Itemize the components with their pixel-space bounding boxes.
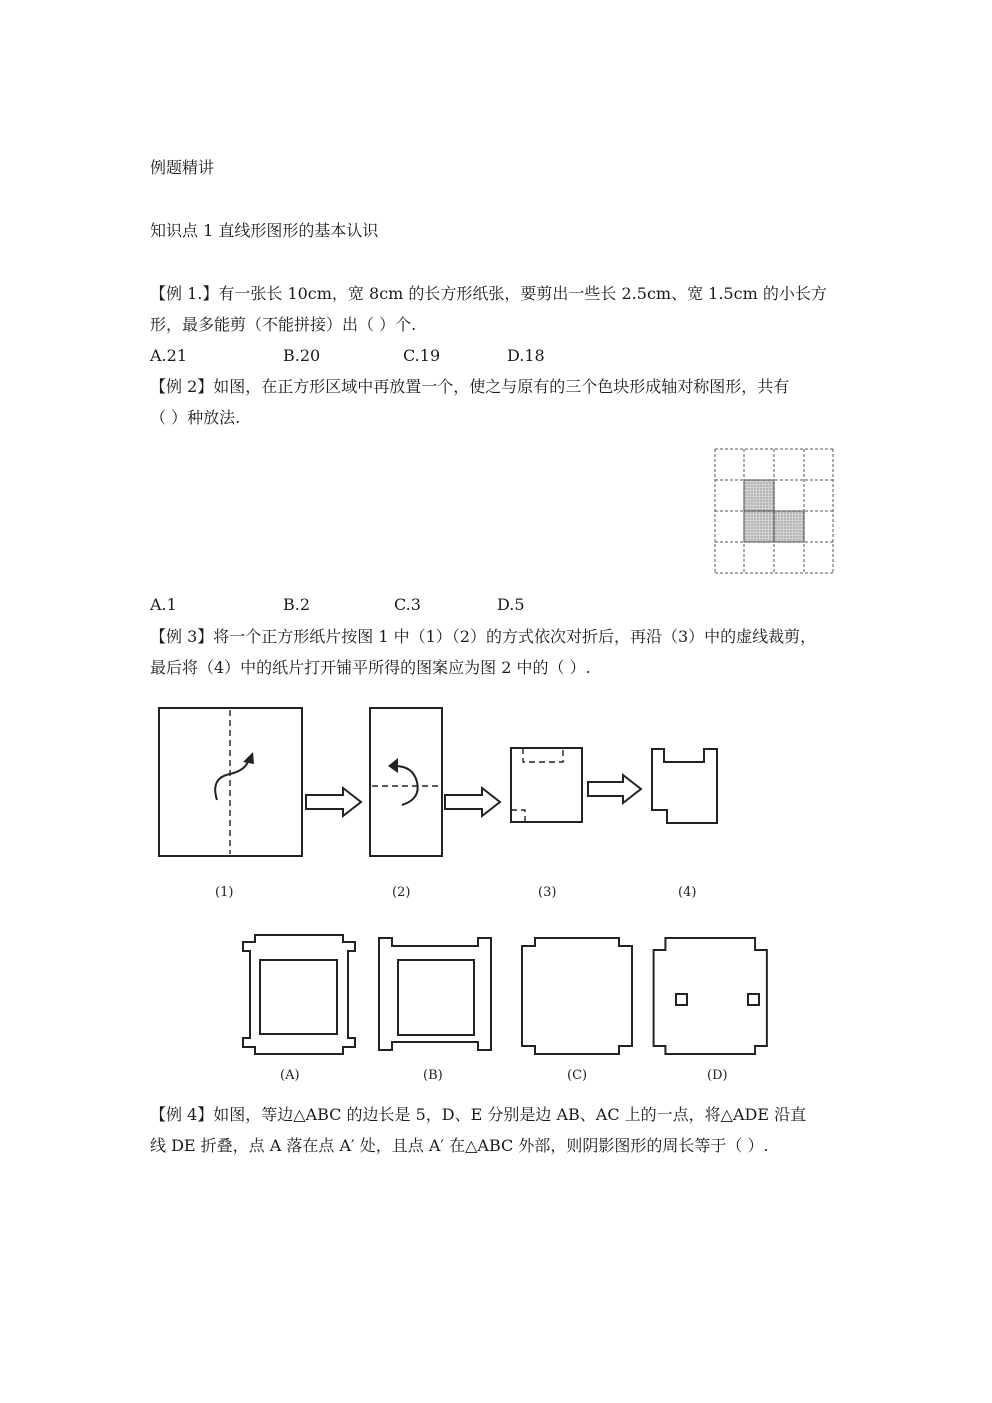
step-label-4: (4) [678, 885, 697, 900]
answer-label-b: (B) [423, 1068, 443, 1083]
answer-label-a: (A) [280, 1068, 300, 1083]
ex1-option-c: C.19 [403, 346, 441, 365]
arrow-1 [306, 788, 361, 816]
step-label-3: (3) [538, 885, 557, 900]
fold-step-1 [159, 708, 302, 856]
ex2-grid-figure [712, 446, 836, 576]
ex1-text-line2: 形，最多能剪（不能拼接）出（ ）个. [150, 315, 417, 334]
answer-shape-d [654, 938, 767, 1054]
knowledge-point-title: 知识点 1 直线形图形的基本认识 [150, 221, 379, 240]
fold-step-4 [652, 749, 717, 823]
shaded-cell-2 [744, 511, 774, 542]
ex3-text-line1: 【例 3】将一个正方形纸片按图 1 中（1）（2）的方式依次对折后，再沿（3）中的虚线裁剪， [150, 627, 817, 646]
ex1-option-a: A.21 [150, 346, 187, 365]
answer-shape-b [379, 938, 491, 1050]
ex3-text-line2: 最后将（4）中的纸片打开铺平所得的图案应为图 2 中的（ ）. [150, 658, 591, 677]
step-label-1: (1) [215, 885, 234, 900]
answer-shape-a [243, 935, 355, 1054]
ex2-option-c: C.3 [394, 595, 421, 614]
ex2-text-line1: 【例 2】如图，在正方形区域中再放置一个，使之与原有的三个色块形成轴对称图形，共有 [150, 377, 790, 396]
ex2-text-line2: （ ）种放法. [150, 408, 241, 427]
arrow-3 [588, 775, 641, 803]
ex1-option-b: B.20 [283, 346, 321, 365]
ex1-text-line1: 【例 1.】有一张长 10cm，宽 8cm 的长方形纸张，要剪出一些长 2.5cm、宽 1.5cm 的小长方 [150, 284, 827, 303]
ex2-option-b: B.2 [283, 595, 311, 614]
step-label-2: (2) [392, 885, 411, 900]
fold-step-3 [511, 748, 582, 822]
answer-label-c: (C) [567, 1068, 588, 1083]
arrow-2 [445, 788, 500, 816]
ex1-option-d: D.18 [507, 346, 545, 365]
ex2-option-d: D.5 [497, 595, 525, 614]
fold-step-2 [370, 708, 442, 856]
ex4-text-line2: 线 DE 折叠，点 A 落在点 A′ 处，且点 A′ 在△ABC 外部，则阴影图形的周长等于（ ）. [150, 1136, 769, 1155]
ex3-answer-choices-figure [235, 930, 755, 1060]
section-title: 例题精讲 [150, 158, 215, 177]
answer-shape-c [522, 938, 632, 1054]
shaded-cell-3 [774, 511, 804, 542]
ex4-text-line1: 【例 4】如图，等边△ABC 的边长是 5，D、E 分别是边 AB、AC 上的一点，将△ADE 沿直 [150, 1105, 807, 1124]
answer-label-d: (D) [707, 1068, 728, 1083]
shaded-cell-1 [744, 480, 774, 511]
ex3-folding-steps-figure [155, 700, 755, 865]
ex2-option-a: A.1 [150, 595, 177, 614]
